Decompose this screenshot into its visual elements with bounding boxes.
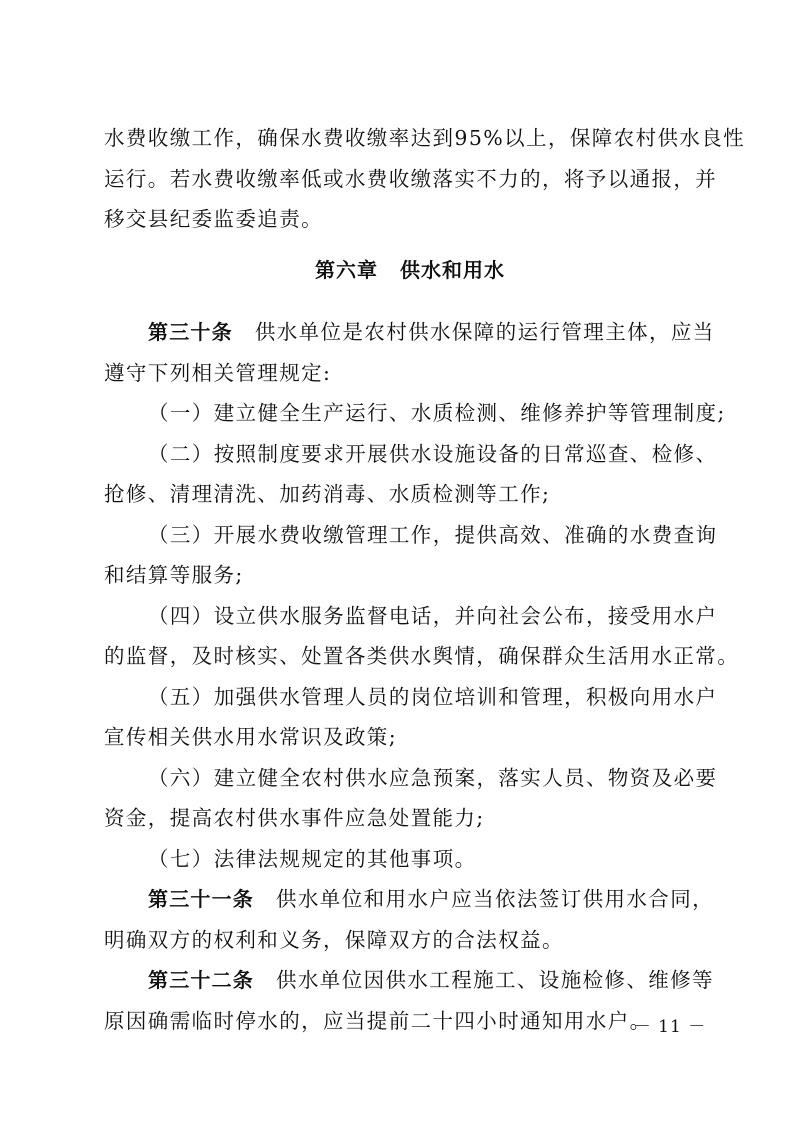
list-item-5-continued: 宣传相关供水用水常识及政策;	[104, 725, 398, 749]
paragraph-line: 明确双方的权利和义务，保障双方的合法权益。	[104, 927, 564, 952]
list-item-2: （二）按照制度要求开展供水设施设备的日常巡查、检修、	[148, 441, 718, 466]
page-number: － 11 －	[633, 1017, 707, 1037]
list-item-6: （六）建立健全农村供水应急预案，落实人员、物资及必要	[148, 765, 718, 790]
list-item-4: （四）设立供水服务监督电话，并向社会公布，接受用水户	[148, 603, 718, 628]
article-32-line	[104, 960, 716, 1001]
paragraph-line: 遵守下列相关管理规定:	[104, 360, 332, 385]
document-body	[104, 118, 746, 1041]
chapter-name: 供水和用水	[400, 257, 505, 282]
list-item-4-continued: 的监督，及时核实、处置各类供水舆情，确保群众生活用水正常。	[104, 644, 740, 668]
article-32-text: 供水单位因供水工程施工、设施检修、维修等	[276, 968, 714, 992]
list-item-3-continued: 和结算等服务;	[104, 563, 244, 587]
list-item-1: （一）建立健全生产运行、水质检测、维修养护等管理制度;	[148, 401, 726, 425]
article-31-text: 供水单位和用水户应当依法签订供用水合同，	[276, 887, 714, 911]
paragraph-line: 移交县纪委监委追责。	[104, 207, 323, 231]
list-item-3: （三）开展水费收缴管理工作，提供高效、准确的水费查询	[148, 522, 718, 547]
chapter-heading	[104, 250, 716, 291]
article-31-line	[104, 879, 716, 920]
article-30-text: 供水单位是农村供水保障的运行管理主体，应当	[254, 320, 715, 344]
paragraph-line: 水费收缴工作，确保水费收缴率达到95%以上，保障农村供水良性	[104, 126, 746, 150]
paragraph-line: 原因确需临时停水的，应当提前二十四小时通知用水户。	[104, 1008, 652, 1033]
list-item-2-continued: 抢修、清理清洗、加药消毒、水质检测等工作;	[104, 482, 551, 506]
article-30-label: 第三十条	[148, 320, 233, 344]
list-item-7: （七）法律法规规定的其他事项。	[148, 846, 477, 871]
article-31-label: 第三十一条	[148, 887, 254, 911]
article-32-label: 第三十二条	[148, 968, 254, 992]
list-item-5: （五）加强供水管理人员的岗位培训和管理，积极向用水户	[148, 684, 718, 709]
paragraph-line: 运行。若水费收缴率低或水费收缴落实不力的，将予以通报，并	[104, 166, 718, 191]
article-30-line	[104, 312, 716, 353]
chapter-number: 第六章	[315, 257, 378, 282]
list-item-6-continued: 资金，提高农村供水事件应急处置能力;	[104, 806, 485, 830]
